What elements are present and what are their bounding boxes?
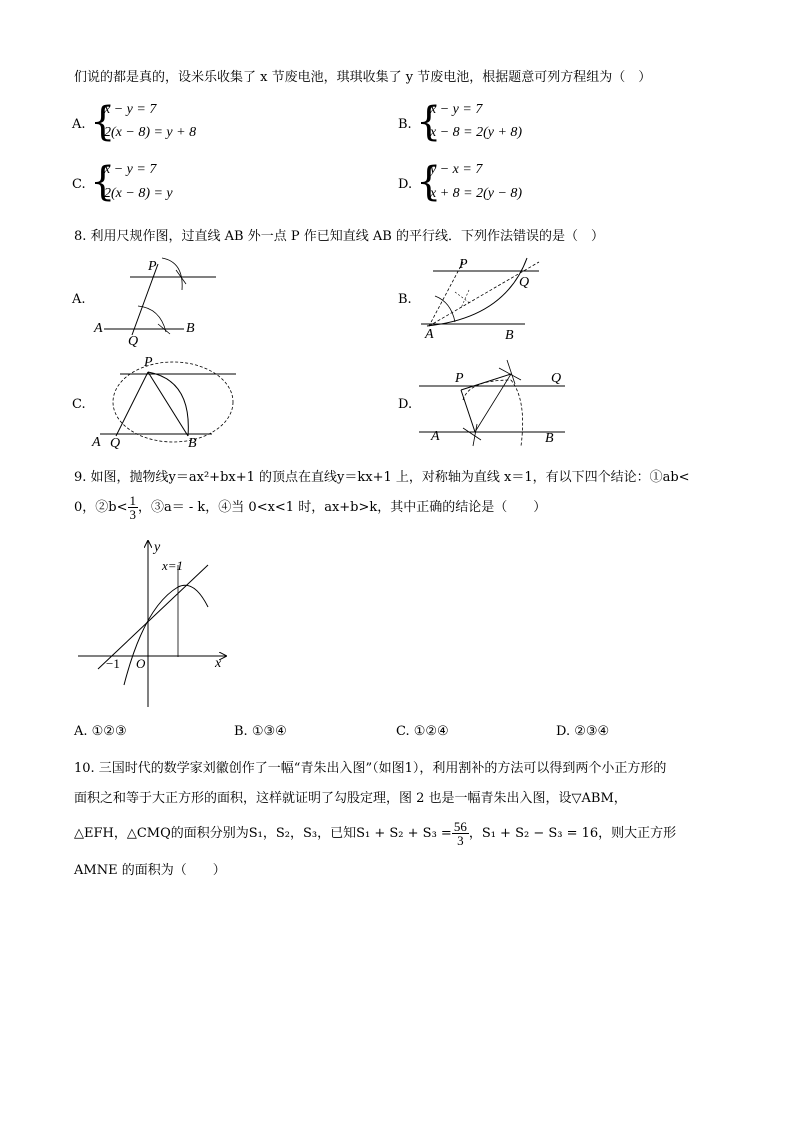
q9-label-y: y <box>154 540 161 555</box>
q8-figure-c <box>88 350 248 450</box>
q8c-label-p: P <box>144 355 153 370</box>
q8a-label-a: A <box>94 321 103 336</box>
q8-option-d-label[interactable]: D. <box>398 397 413 412</box>
q9-label-origin: O <box>136 656 146 671</box>
q8d-label-p: P <box>455 371 464 386</box>
q10-line1: 10. 三国时代的数学家刘徽创作了一幅“青朱出入图”（如图1），利用割补的方法可以得到两个小正方形的 <box>74 761 667 776</box>
q9-line1: 9. 如图，抛物线y＝ax²+bx+1 的顶点在直线y＝kx+1 上，对称轴为直线 x＝1，有以下四个结论：①ab< <box>74 470 690 485</box>
q7-option-c-brace: { <box>90 159 116 205</box>
q8b-label-a: A <box>425 327 434 342</box>
q9-option-b[interactable]: B. ①③④ <box>234 724 287 739</box>
q9-line2-a: 0，②b< <box>74 500 128 515</box>
q8-option-a-label[interactable]: A. <box>72 292 86 307</box>
q9-option-d[interactable]: D. ②③④ <box>556 724 610 739</box>
q9-label-neg1: −1 <box>106 656 120 671</box>
q7-option-a-label: A. <box>72 117 86 132</box>
q7-option-c-eq2: 2(x − 8) = y <box>104 186 173 201</box>
q7-option-a-eq1: x − y = 7 <box>104 102 157 117</box>
q7-stem: 们说的都是真的，设米乐收集了 x 节废电池，琪琪收集了 y 节废电池，根据题意可列方程组为（ ） <box>74 70 652 85</box>
q10-line3-b: ，S₁ + S₂ − S₃ = 16，则大正方形 <box>468 826 677 841</box>
q9-frac-den: 3 <box>129 507 136 522</box>
q8b-label-p: P <box>459 257 468 272</box>
q9-frac-num: 1 <box>129 493 136 508</box>
q7-option-a-brace: { <box>90 99 116 145</box>
q10-fraction <box>452 820 469 847</box>
q9-label-x: x <box>215 656 222 671</box>
q7-option-c-label: C. <box>72 177 86 192</box>
q10-line2: 面积之和等于大正方形的面积，这样就证明了勾股定理，图 2 也是一幅青朱出入图，设▽ABM， <box>74 791 627 806</box>
q8c-label-b: B <box>188 436 197 450</box>
q7-option-d-eq2: x + 8 = 2(y − 8) <box>430 186 523 201</box>
q8-stem: 8. 利用尺规作图，过直线 AB 外一点 P 作已知直线 AB 的平行线．下列作法错误的是（ ） <box>74 229 604 244</box>
q7-option-b-eq1: x − y = 7 <box>430 102 483 117</box>
q9-fraction <box>128 494 139 521</box>
q8d-label-q: Q <box>551 371 562 386</box>
q8-figure-a <box>90 250 230 350</box>
q8-option-b-label[interactable]: B. <box>398 292 412 307</box>
q10-frac-den: 3 <box>457 833 464 848</box>
q7-option-a-eq2: 2(x − 8) = y + 8 <box>104 125 197 140</box>
q9-option-c[interactable]: C. ①②④ <box>396 724 449 739</box>
q9-label-axis: x=1 <box>162 558 184 573</box>
q7-option-b-brace: { <box>416 99 442 145</box>
q8a-label-q: Q <box>128 334 139 349</box>
q10-line3 <box>74 820 676 847</box>
q10-frac-num: 56 <box>453 819 467 834</box>
q9-figure <box>74 535 234 715</box>
q9-line2 <box>74 494 546 521</box>
q7-option-d-eq1: y − x = 7 <box>430 162 483 177</box>
q7-option-b-eq2: x − 8 = 2(y + 8) <box>430 125 523 140</box>
q8-figure-d <box>415 350 575 450</box>
q10-line3-a: △EFH，△CMQ的面积分别为S₁，S₂，S₃，已知S₁ + S₂ + S₃ = <box>74 826 452 841</box>
q9-option-a[interactable]: A. ①②③ <box>74 724 127 739</box>
q8d-label-b: B <box>545 431 554 446</box>
q7-option-d-brace: { <box>416 159 442 205</box>
q8-figure-b <box>415 250 555 350</box>
q8b-label-b: B <box>505 328 514 343</box>
q8a-label-p: P <box>148 259 157 274</box>
q8-option-c-label[interactable]: C. <box>72 397 86 412</box>
q8c-label-q: Q <box>110 436 121 450</box>
q10-line4: AMNE 的面积为（ ） <box>74 863 226 878</box>
q7-option-d-label: D. <box>398 177 413 192</box>
q7-option-b-label: B. <box>398 117 412 132</box>
q9-line2-b: ，③a＝ - k，④当 0<x<1 时，ax+b>k，其中正确的结论是（ ） <box>138 500 547 515</box>
q8c-label-a: A <box>92 435 101 450</box>
q7-option-c-eq1: x − y = 7 <box>104 162 157 177</box>
q8a-label-b: B <box>186 321 195 336</box>
q8b-label-q: Q <box>519 275 530 290</box>
q8d-label-a: A <box>431 429 440 444</box>
